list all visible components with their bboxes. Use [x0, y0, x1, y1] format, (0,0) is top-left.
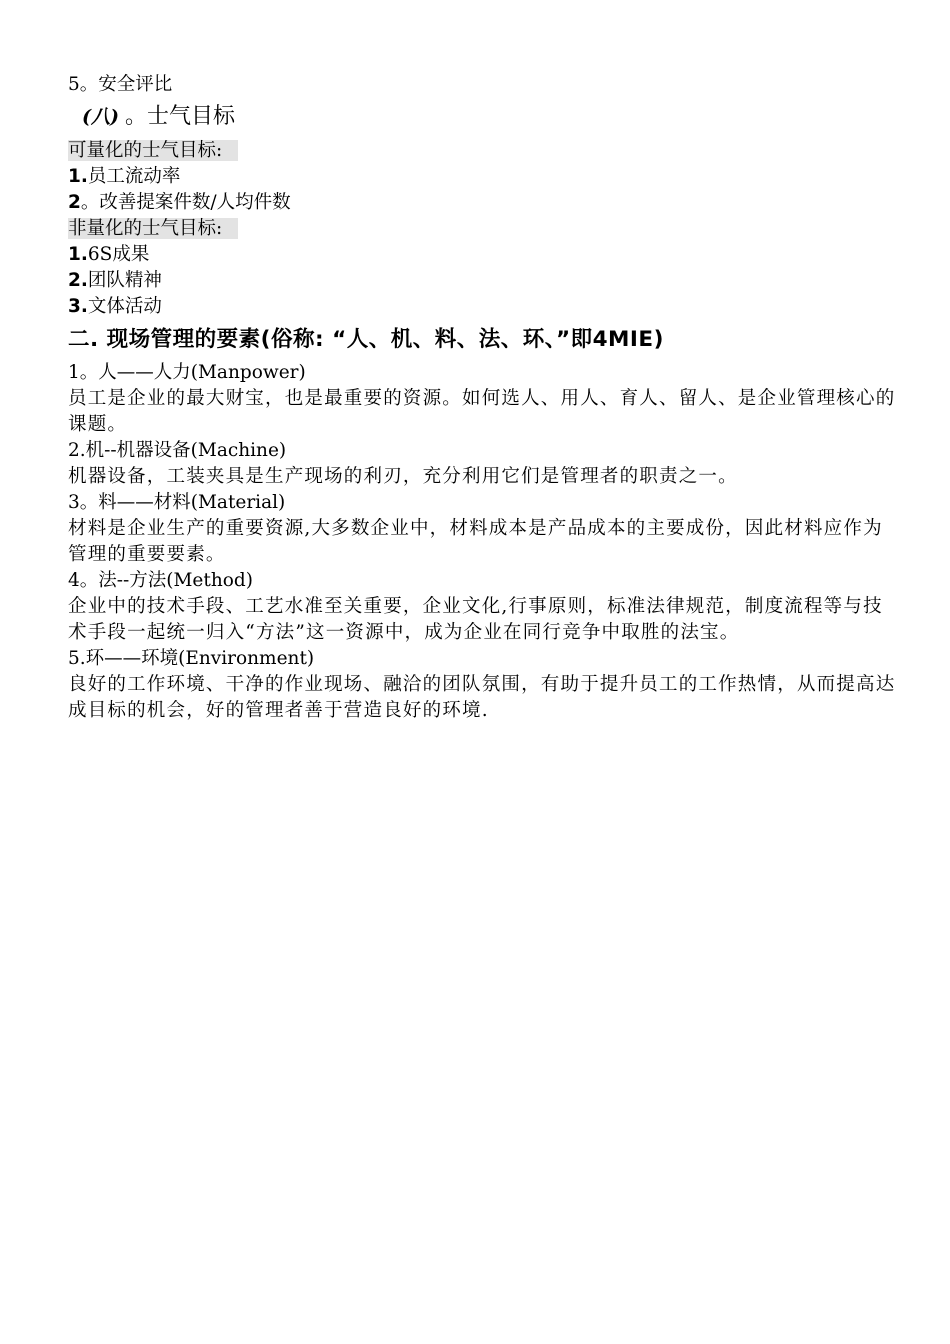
non-quantified-goals-title-text: 非量化的士气目标:: [68, 218, 238, 239]
list-item-number: 2.: [68, 270, 88, 291]
list-item-text: 团队精神: [87, 270, 162, 291]
element-body-environment: 良好的工作环境、干净的作业现场、融洽的团队氛围，有助于提升员工的工作热情，从而提高达成目标的机会，好的管理者善于营造良好的环境.: [68, 674, 896, 721]
list-item-text: 员工流动率: [87, 166, 181, 187]
list-item-text: 6S成果: [87, 244, 150, 265]
element-title-method: 4。法--方法(Method): [68, 570, 253, 591]
morale-goals-heading-text: 。士气目标: [124, 104, 235, 129]
list-item: [68, 268, 898, 294]
morale-goals-heading: [68, 100, 898, 134]
element-body-machine: 机器设备，工装夹具是生产现场的利刃，充分利用它们是管理者的职责之一。: [68, 466, 738, 487]
list-item: [68, 164, 898, 190]
section-heading: 二. 现场管理的要素(俗称: “人、机、料、法、环、”即4MIE): [68, 327, 664, 352]
safety-comparison-item: 5。安全评比: [68, 74, 173, 95]
list-item-number: 1.: [68, 166, 88, 187]
list-item: [68, 294, 898, 320]
non-quantified-goals-title: [68, 216, 898, 242]
list-item: [68, 242, 898, 268]
list-item-number: 3.: [68, 296, 88, 317]
list-item-text: 。改善提案件数/人均件数: [80, 192, 291, 213]
element-title-manpower: 1。人——人力(Manpower): [68, 362, 306, 383]
element-title-environment: 5.环——环境(Environment): [68, 648, 315, 669]
element-body-manpower: 员工是企业的最大财宝，也是最重要的资源。如何选人、用人、育人、留人、是企业管理核心的课题。: [68, 388, 896, 435]
list-item-text: 文体活动: [87, 296, 162, 317]
list-item-number: 1.: [68, 244, 88, 265]
element-body-material: 材料是企业生产的重要资源,大多数企业中，材料成本是产品成本的主要成份，因此材料应作为管理的重要要素。: [68, 518, 883, 565]
element-body-method: 企业中的技术手段、工艺水准至关重要，企业文化,行事原则，标准法律规范，制度流程等与技术手段一起统一归入“方法”这一资源中，成为企业在同行竞争中取胜的法宝。: [68, 596, 883, 643]
element-title-machine: 2.机--机器设备(Machine): [68, 440, 287, 461]
element-title-material: 3。料——材料(Material): [68, 492, 286, 513]
quantified-goals-title-text: 可量化的士气目标:: [68, 140, 238, 161]
document-page: [68, 72, 898, 724]
handwritten-section-number: (八): [82, 106, 119, 128]
list-item: [68, 190, 898, 216]
list-item-number: 2: [68, 192, 81, 213]
quantified-goals-title: [68, 138, 898, 164]
